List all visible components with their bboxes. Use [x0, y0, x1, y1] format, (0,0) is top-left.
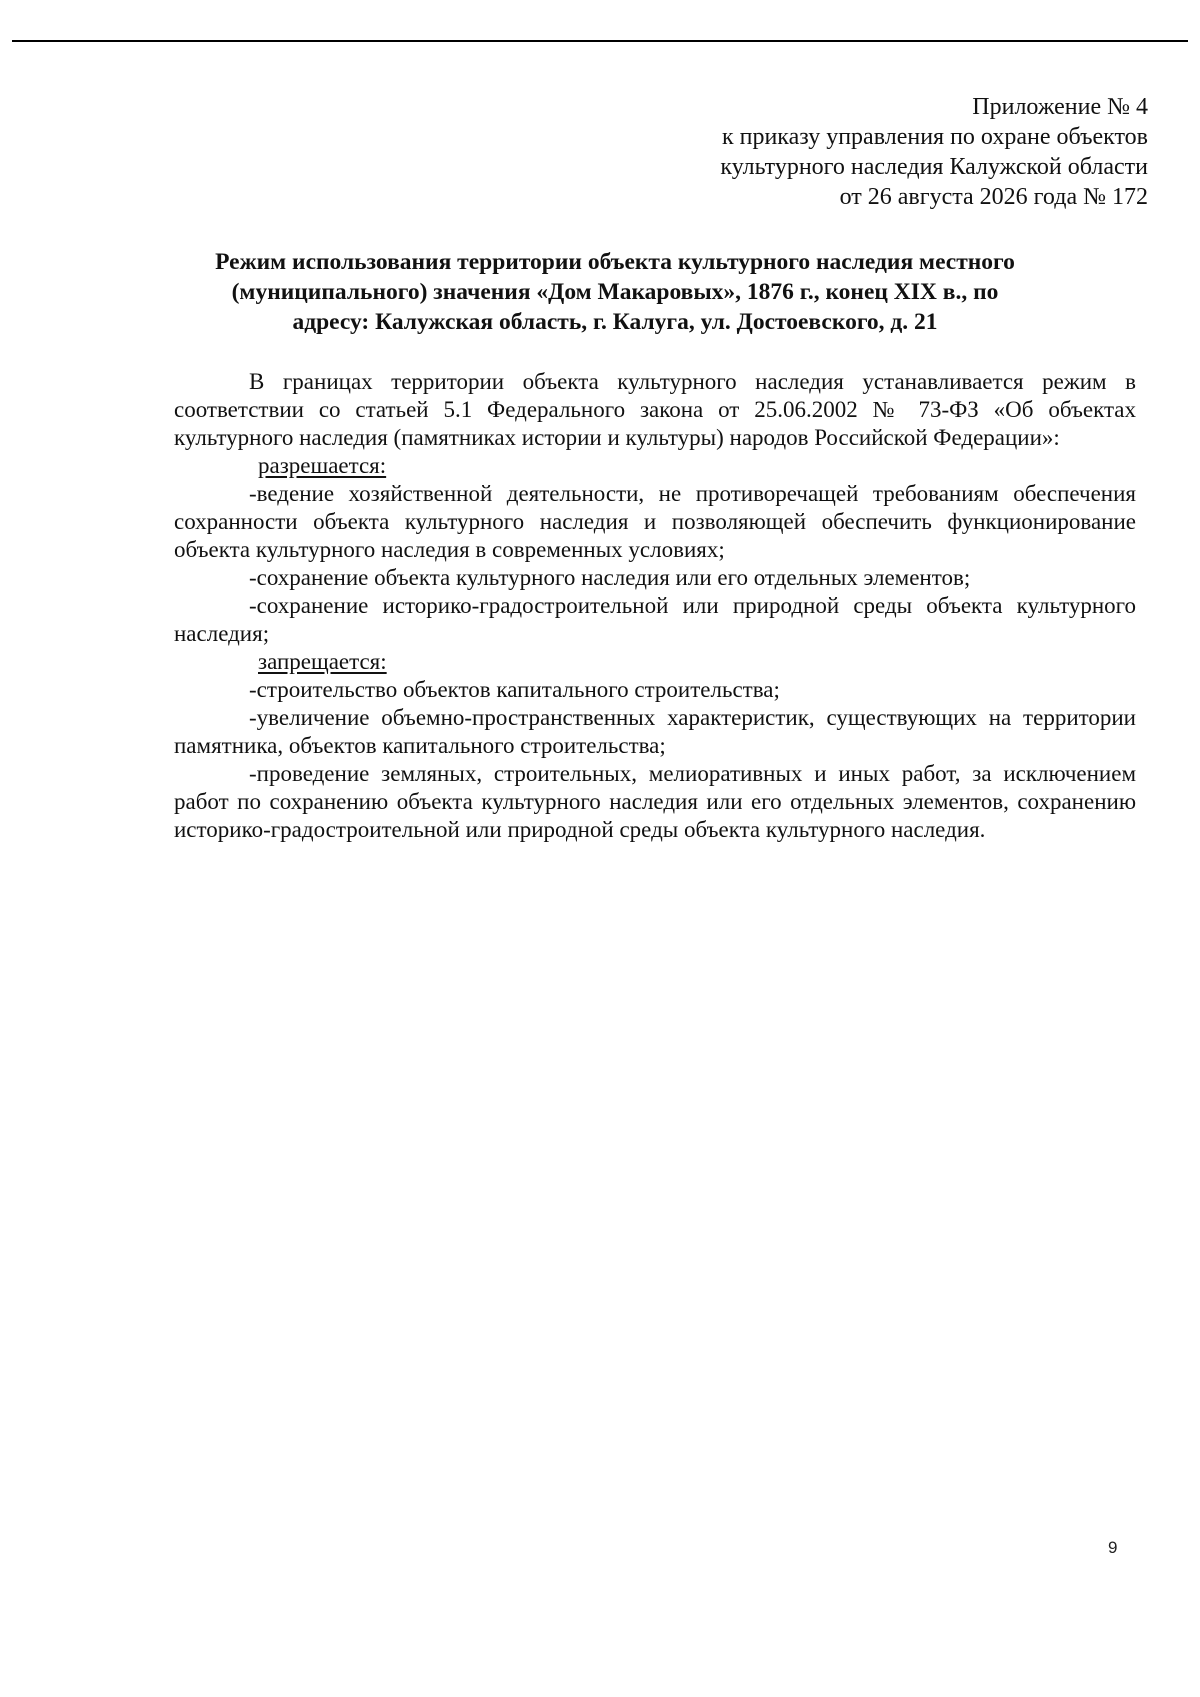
appendix-header-line: Приложение № 4 [972, 94, 1148, 120]
forbidden-item: -увеличение объемно-пространственных характеристик, существующих на территории памятника, объектов капитального строительства; [174, 705, 1136, 758]
allowed-item: -сохранение объекта культурного наследия или его отдельных элементов; [249, 565, 971, 590]
document-title-line: адресу: Калужская область, г. Калуга, ул. Достоевского, д. 21 [292, 309, 938, 335]
allowed-label-text: разрешается: [258, 453, 387, 478]
document-title-line: Режим использования территории объекта культурного наследия местного [215, 249, 1015, 275]
forbidden-item: -проведение земляных, строительных, мелиоративных и иных работ, за исключением работ по сохранению объекта культурного наследия или его отдельных элементов, сохранению историко-градостроительной или природной среды объекта культурного наследия. [174, 761, 1136, 842]
appendix-header-line: к приказу управления по охране объектов [721, 124, 1148, 150]
allowed-item: -сохранение историко-градостроительной или природной среды объекта культурного наследия; [174, 593, 1136, 646]
document-title [150, 247, 1080, 337]
top-rule [12, 40, 1188, 42]
document-body [174, 368, 1136, 844]
intro-paragraph: В границах территории объекта культурного наследия устанавливается режим в соответствии со статьей 5.1 Федерального закона от 25.06.2002 № 73-ФЗ «Об объектах культурного наследия (памятниках истории и культуры) народов Российской Федерации»: [174, 369, 1136, 450]
allowed-item: -ведение хозяйственной деятельности, не противоречащей требованиям обеспечения сохранности объекта культурного наследия и позволяющей обеспечить функционирование объекта культурного наследия в современных условиях; [174, 481, 1136, 562]
forbidden-label-text: запрещается: [258, 649, 387, 674]
document-title-line: (муниципального) значения «Дом Макаровых», 1876 г., конец XIX в., по [231, 279, 999, 305]
forbidden-item: -строительство объектов капитального строительства; [249, 677, 780, 702]
appendix-header-line: культурного наследия Калужской области [720, 154, 1148, 180]
page-number: 9 [1108, 1538, 1118, 1557]
appendix-header [528, 92, 1148, 212]
appendix-header-line: от 26 августа 2026 года № 172 [839, 184, 1148, 210]
allowed-label [174, 452, 1136, 480]
forbidden-label [174, 648, 1136, 676]
